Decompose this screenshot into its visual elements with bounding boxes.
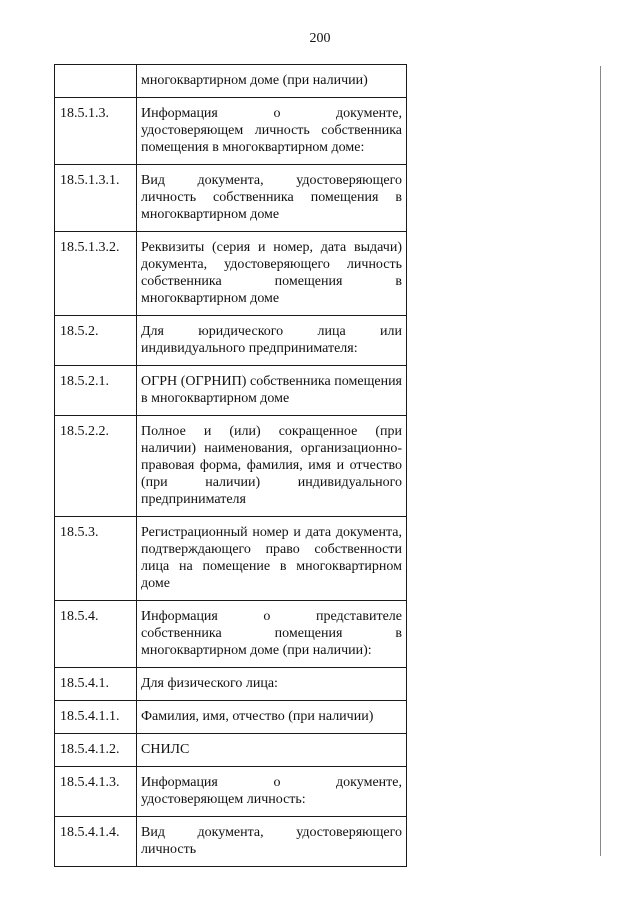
- item-number: 18.5.4.1.2.: [55, 734, 137, 767]
- table-row: [55, 817, 407, 867]
- item-description: Для физического лица:: [137, 668, 407, 701]
- table-row: [55, 98, 407, 165]
- table-row: [55, 416, 407, 517]
- item-number: 18.5.1.3.: [55, 98, 137, 165]
- item-number: 18.5.1.3.2.: [55, 232, 137, 316]
- table-row: [55, 601, 407, 668]
- table-body: [55, 65, 407, 867]
- item-number: 18.5.4.1.4.: [55, 817, 137, 867]
- item-description: Вид документа, удостоверяющего личность: [137, 817, 407, 867]
- item-description: Вид документа, удостоверяющего личность собственника помещения в многоквартирном доме: [137, 165, 407, 232]
- item-description: СНИЛС: [137, 734, 407, 767]
- item-description: Информация о представителе собственника помещения в многоквартирном доме (при наличии):: [137, 601, 407, 668]
- item-description: Реквизиты (серия и номер, дата выдачи) документа, удостоверяющего личность собственника помещения в многоквартирном доме: [137, 232, 407, 316]
- item-description: Информация о документе, удостоверяющем личность собственника помещения в многоквартирном доме:: [137, 98, 407, 165]
- item-description: ОГРН (ОГРНИП) собственника помещения в многоквартирном доме: [137, 366, 407, 416]
- table-row: [55, 701, 407, 734]
- item-number: 18.5.2.1.: [55, 366, 137, 416]
- item-number: 18.5.3.: [55, 517, 137, 601]
- item-description: многоквартирном доме (при наличии): [137, 65, 407, 98]
- scan-edge-line: [600, 66, 601, 856]
- item-number: 18.5.4.1.: [55, 668, 137, 701]
- item-description: Регистрационный номер и дата документа, подтверждающего право собственности лица на помещение в многоквартирном доме: [137, 517, 407, 601]
- item-number: 18.5.4.1.3.: [55, 767, 137, 817]
- table-row: [55, 668, 407, 701]
- item-number: 18.5.2.2.: [55, 416, 137, 517]
- table-row: [55, 65, 407, 98]
- item-number: 18.5.4.: [55, 601, 137, 668]
- item-description: Полное и (или) сокращенное (при наличии) наименования, организационно-правовая форма, фамилия, имя и отчество (при наличии) индивидуального предпринимателя: [137, 416, 407, 517]
- item-description: Фамилия, имя, отчество (при наличии): [137, 701, 407, 734]
- item-description: Для юридического лица или индивидуального предпринимателя:: [137, 316, 407, 366]
- page-number: 200: [309, 31, 331, 46]
- item-number: [55, 65, 137, 98]
- item-description: Информация о документе, удостоверяющем личность:: [137, 767, 407, 817]
- table-row: [55, 517, 407, 601]
- table-row: [55, 165, 407, 232]
- item-number: 18.5.2.: [55, 316, 137, 366]
- table-row: [55, 734, 407, 767]
- item-number: 18.5.4.1.1.: [55, 701, 137, 734]
- table-row: [55, 366, 407, 416]
- table-row: [55, 232, 407, 316]
- requirements-table: [54, 64, 407, 867]
- table-row: [55, 316, 407, 366]
- table-row: [55, 767, 407, 817]
- item-number: 18.5.1.3.1.: [55, 165, 137, 232]
